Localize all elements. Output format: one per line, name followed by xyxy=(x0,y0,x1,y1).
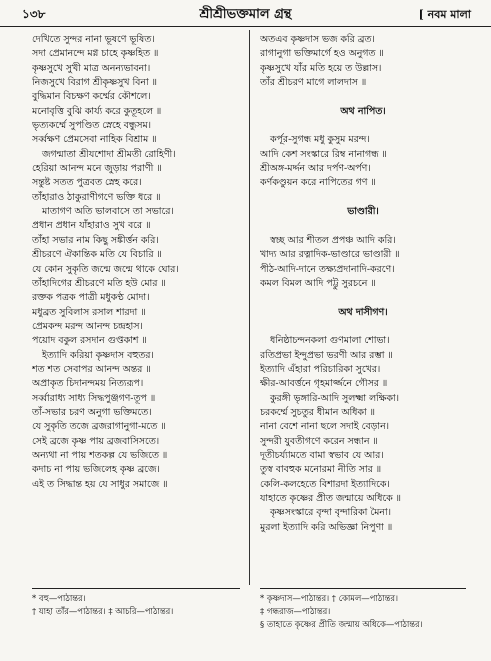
verse-line: হেরিয়া আনন্দ মনে জুড়ায় পরাণী ॥ xyxy=(32,163,162,175)
verse-line: ভৃত্যকর্ম্মে সুপণ্ডিত স্নেহে বন্ধুসম। xyxy=(32,120,152,132)
verse-line: অতএব কৃষ্ণদাস ভজ করি ব্রত। xyxy=(260,34,375,45)
verse-line: কৃষ্ণসুখে যাঁর মতি হয়ে ত উল্লাস। xyxy=(260,62,382,74)
verse-line: মনোবৃত্তি বুঝি কার্য্য করে কুতূহলে ॥ xyxy=(32,105,162,117)
section-label: [ নবম মালা xyxy=(418,8,471,21)
blank-line xyxy=(260,219,466,233)
footnote-rule-left xyxy=(32,588,240,589)
footnote-rule-right xyxy=(260,588,466,589)
verse-line: মধুব্রত সুবিলাস রসাল শারদা ॥ xyxy=(32,306,146,318)
footnote: † যাহা তাঁর—পাঠান্তর। ‡ আচরি—পাঠান্তর। xyxy=(32,606,174,616)
verse-line: যাহাতে কৃষ্ণের প্রীত জন্মায়ে অধিকে ॥ xyxy=(260,493,401,504)
verse-line: অন্যথা না পায় শতকল্প যে ভজিতে ॥ xyxy=(32,449,168,461)
verse-line: শ্রীঅঙ্গ-মর্দ্দন আর দর্পণ-অর্পণ। xyxy=(260,163,371,175)
page-header xyxy=(0,0,491,27)
section-heading: ভাণ্ডারী। xyxy=(347,206,379,218)
verse-line: তাঁর শ্রীচরণ মাগে লালদাস ॥ xyxy=(260,77,367,89)
book-title: শ্রীশ্রীভক্তমাল গ্রন্থ xyxy=(199,7,292,22)
verse-line: যে কোন সুকৃতি জন্মে জন্মে থাকে ঘোর। xyxy=(32,263,179,275)
column-divider xyxy=(249,30,250,585)
verse-line: কুরঙ্গী ভৃঙ্গারি-আদি সুলক্ষ্মা লক্ষিকা। xyxy=(270,392,399,404)
verse-line: কৃষ্ণসংস্কারে বৃন্দা বৃন্দারিকা মৈনা। xyxy=(270,507,391,519)
verse-line: ইত্যাদি করিয়া কৃষ্ণদাস বহুতর। xyxy=(42,349,154,361)
verse-line: প্রধান প্রধান যাঁহারাও সুখ বরে ॥ xyxy=(32,220,151,232)
verse-line: কমল বিমল আদি পট্টু সুরচনে ॥ xyxy=(260,277,376,289)
verse-line: সুন্দরী যুবতীগণে করেন সন্ধান ॥ xyxy=(260,435,378,447)
blank-line xyxy=(260,191,466,205)
verse-line: তাঁহাদিগের শ্রীচরণে মতি হউ মোর ॥ xyxy=(32,277,166,289)
verse-line: শ্রীচরণে ঐকান্তিক মতি যে বিচারি ॥ xyxy=(32,249,162,261)
blank-line xyxy=(260,320,466,334)
verse-line: তাঁহা সভার নাম কিছু সঙ্কীর্ত্তন করি। xyxy=(32,234,159,246)
verse-line: যে সুকৃতি তজে ব্রজরাগানুগা-মতে ॥ xyxy=(32,421,166,433)
page-number: ১৩৮ xyxy=(22,7,46,21)
verse-line: বুদ্ধিমান বিচক্ষণ কর্ম্মের কৌশলে। xyxy=(32,91,151,103)
verse-line: আদি কেশ সংস্কারে রিম্ব নানাগন্ধ ॥ xyxy=(260,148,387,160)
verse-line: রক্তক পত্রক পাত্রী মধুকণ্ঠ মোদা। xyxy=(32,292,150,304)
verse-line: ধনিষ্ঠাচন্দনকলা গুণমালা শোভা। xyxy=(270,335,390,347)
verse-line: কর্ণকণ্ডুয়ন করে নাপিতের গণ ॥ xyxy=(260,177,376,189)
verse-line: প্রেমকন্দ মরন্দ আনন্দ চন্দ্রহাস। xyxy=(32,320,143,332)
verse-line: কদাচ না পায় ভজিলেহ কৃষ্ণ ব্রজে। xyxy=(32,464,160,476)
verse-line: খাদ্য আর রত্নাদিক-ভাণ্ডারে ভাণ্ডারী ॥ xyxy=(260,249,400,261)
verse-line: সর্ব্বক্ষণ প্রেমসেবা নাহিক বিশ্রাম ॥ xyxy=(32,134,157,146)
verse-line: চরকর্ম্মে সুচতুর ধীমান অধিকা ॥ xyxy=(260,406,375,418)
verse-line: নিজসুখে বিরাগ শ্রীকৃষ্ণসুখ বিনা ॥ xyxy=(32,77,157,89)
blank-line xyxy=(260,90,466,104)
right-column xyxy=(260,33,466,535)
verse-line: রতিপ্রভা ইন্দুপ্রভা ভরণী আর রম্ভা ॥ xyxy=(260,349,393,361)
verse-line: দেখিতে সুন্দর নানা ভূষণে ভূষিত। xyxy=(32,34,155,45)
verse-line: দূতীচর্য্যামতে বামা স্বভাব যে আর। xyxy=(260,449,384,461)
verse-line: কর্পূর-সুগন্ধ মধু কুসুম মরন্দ। xyxy=(270,134,370,146)
verse-line: কেলি-কলহেতে বিশারদা ইত্যাদিকে। xyxy=(260,478,390,490)
footnote: ‡ গন্ধরাজ—পাঠান্তর। xyxy=(260,606,331,616)
section-heading: অথ নাপিত। xyxy=(340,105,386,117)
footnote: § তাহাতে কৃষ্ণের প্রীতি জন্মায় অধিকে—পাঠান্তর। xyxy=(260,619,423,629)
footnote: * বহু—পাঠান্তর। xyxy=(32,593,86,603)
verse-line: মাতাগণ অতি ভালবাসে তা সভারে। xyxy=(42,206,174,218)
verse-line: তুস্ব বাবহুক মনোরমা নীতি সার ॥ xyxy=(260,464,382,476)
verse-line: সেই ব্রজে কৃষ্ণ পায় ব্রজবাসিসতে। xyxy=(32,435,160,447)
verse-line: সর্ব্বারাধ্য সাধ্য সিদ্ধপুঞ্জগণ-তূপ ॥ xyxy=(32,392,156,404)
verse-line: ক্ষীর-আবর্ত্তনে গৃহমার্জ্জনে গৌসর ॥ xyxy=(260,378,388,390)
verse-line: জগন্মাতা শ্রীযশোদা শ্রীমতী রোহিণী। xyxy=(42,148,176,160)
verse-line: সদা প্রেমানন্দে মগ্ন চাহে কৃষ্ণহিত ॥ xyxy=(32,48,159,60)
verse-line: শত শত সেবাপর আনন্দ অন্তর ॥ xyxy=(32,363,151,375)
left-column xyxy=(32,33,240,492)
verse-line: সন্তুষ্ট সতত পুত্রবত স্নেহ করে। xyxy=(32,177,142,189)
verse-line: কৃষ্ণসুখে সুখী মাত্র অনন্যভাবনা। xyxy=(32,62,151,74)
blank-line xyxy=(260,291,466,305)
verse-line: রাগানুগা ভক্তিমার্গে হও অনুগত ॥ xyxy=(260,48,384,60)
section-heading: অথ দাসীগণ। xyxy=(338,306,388,318)
footnote: * কৃষ্ণদাস—পাঠান্তর। † কোমল—পাঠান্তর। xyxy=(260,593,398,603)
verse-line: স্বচ্ছ আর শীতল প্রপঞ্চ আদি করি। xyxy=(270,234,396,246)
verse-line: এই ত সিদ্ধান্ত হয় যে সাধুর সমাজে ॥ xyxy=(32,478,168,490)
verse-line: পয়োদ বকুল রসদান গুপ্তকাশ ॥ xyxy=(32,335,147,347)
verse-line: পীঠ-আদি-দানে তক্ষ্যপ্রদানাদি-করণে। xyxy=(260,263,395,275)
verse-line: তাঁহারাও ঠাকুরাণীগণে ভক্তি ধরে ॥ xyxy=(32,191,161,203)
verse-line: ইত্যাদি এঁহারা পরিচারিকা সুখের। xyxy=(260,363,381,375)
blank-line xyxy=(260,119,466,133)
verse-line: নানা বেশে নানা ছলে সদাই বেড়ান। xyxy=(260,421,390,433)
verse-line: মুরলা ইত্যাদি করি অভিজ্ঞা নিপুণা ॥ xyxy=(260,521,393,533)
verse-line: তাঁ-সভার চরণ অনুগা ভক্তিমতে। xyxy=(32,406,152,418)
verse-line: অপ্রাকৃত চিদানন্দময় নিত্যরূপ। xyxy=(32,378,144,390)
